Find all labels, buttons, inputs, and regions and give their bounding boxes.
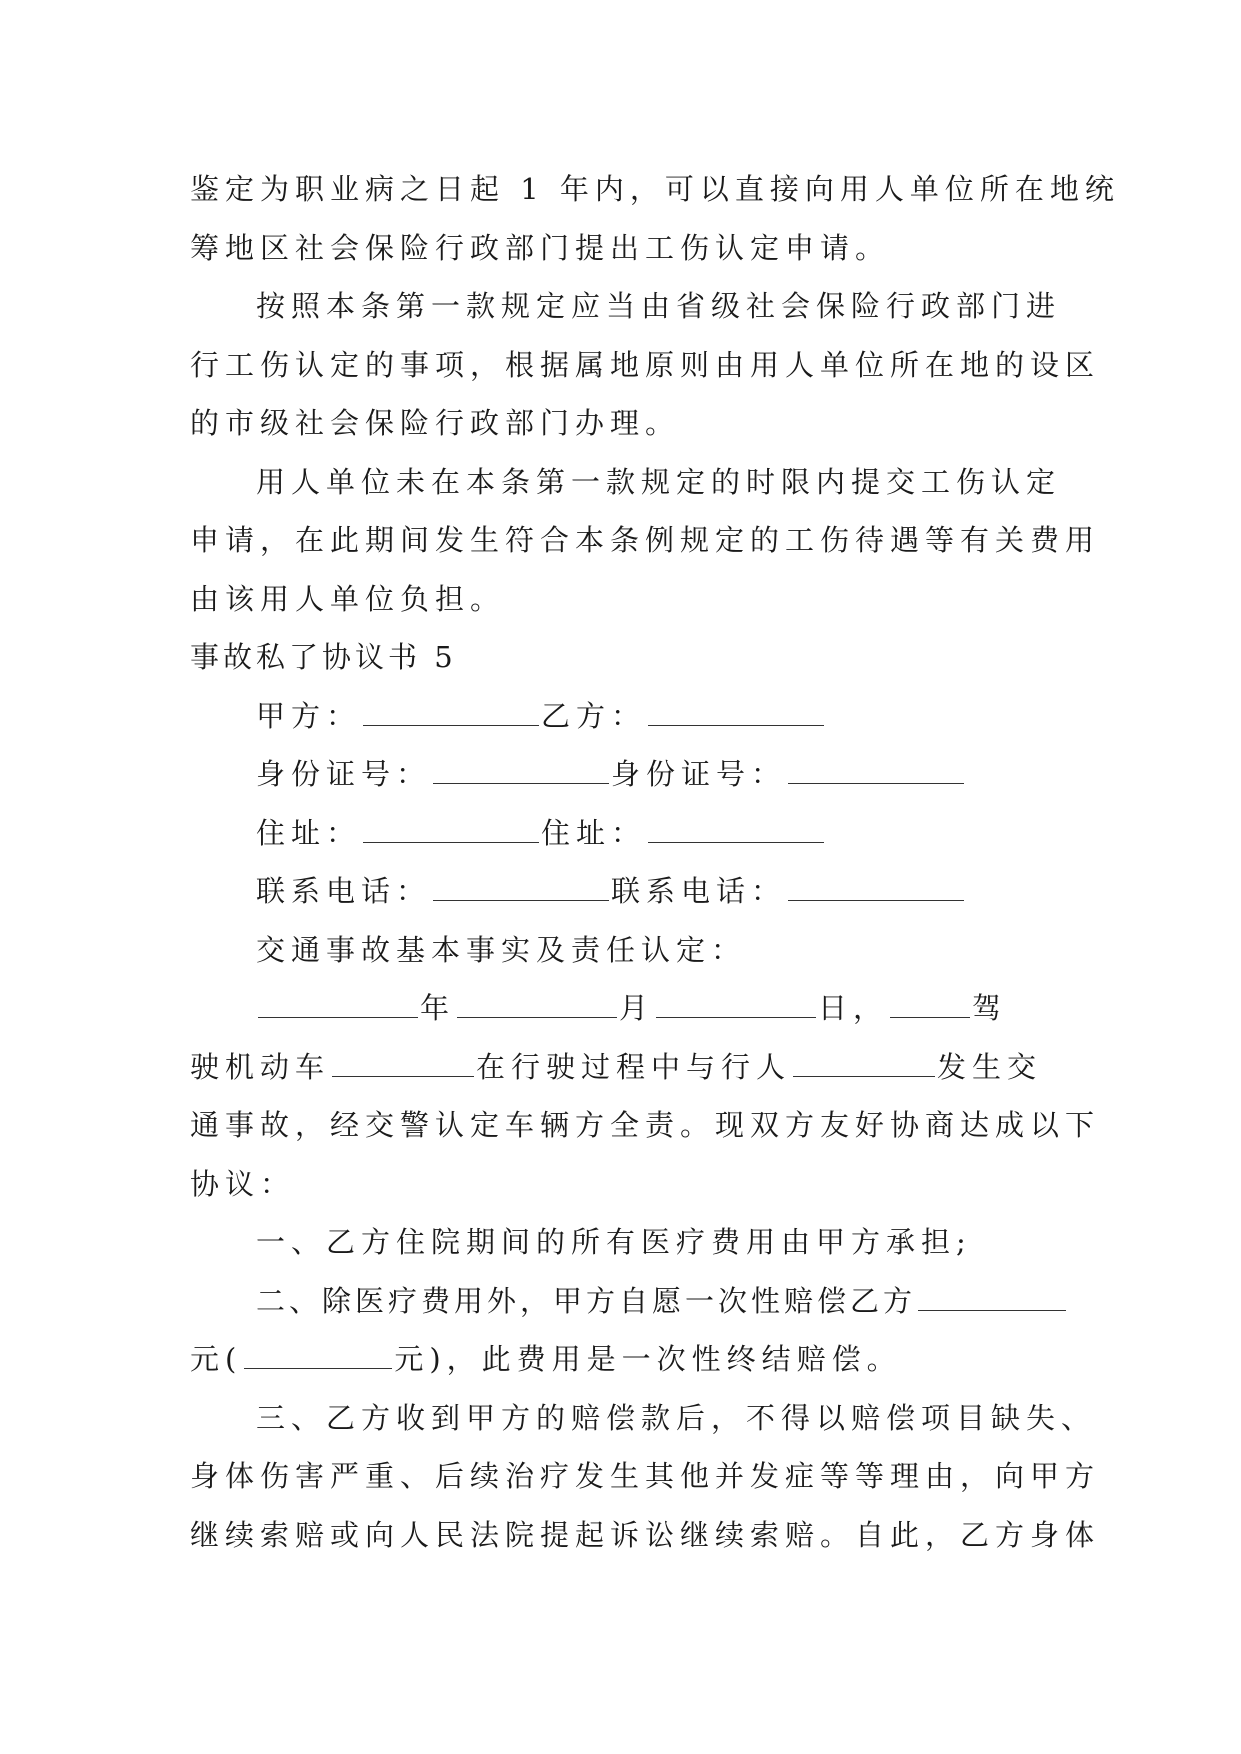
date-row: [190, 979, 1060, 1038]
clause-2: [190, 1272, 1060, 1331]
id-b-blank[interactable]: [788, 763, 964, 784]
facts-text: 驶机动车: [190, 1049, 331, 1084]
id-row: [190, 745, 1060, 804]
address-label-b: 住址：: [541, 815, 647, 850]
id-label-a: 身份证号：: [256, 757, 432, 791]
text-line: 通事故，经交警认定车辆方全责。现双方友好协商达成以下: [190, 1108, 1101, 1142]
date-tail: 驾: [972, 991, 1008, 1025]
phone-label-a: 联系电话：: [256, 874, 432, 908]
address-label-a: 住址：: [256, 815, 362, 850]
clause-3: 三、乙方收到甲方的赔偿款后，不得以赔偿项目缺失、: [256, 1400, 1097, 1435]
amount-blank[interactable]: [918, 1290, 1066, 1311]
text-line: 由该用人单位负担。: [190, 581, 506, 616]
phone-row: [190, 862, 1060, 921]
month-blank[interactable]: [457, 997, 617, 1018]
text-line: 继续索赔或向人民法院提起诉讼继续索赔。自此，乙方身体: [190, 1517, 1101, 1552]
id-label-b: 身份证号：: [611, 757, 787, 791]
clause-text: 二、除医疗费用外，甲方自愿一次性赔偿乙方: [256, 1283, 917, 1318]
text-line: 行工伤认定的事项，根据属地原则由用人单位所在地的设区: [190, 347, 1101, 382]
text-line: 用人单位未在本条第一款规定的时限内提交工伤认定: [256, 464, 1062, 499]
day-label: 日，: [818, 991, 889, 1025]
year-label: 年: [420, 991, 456, 1025]
party-b-blank[interactable]: [648, 705, 824, 726]
month-label: 月: [619, 991, 655, 1025]
phone-label-b: 联系电话：: [611, 874, 787, 908]
pedestrian-blank[interactable]: [793, 1056, 935, 1077]
phone-b-blank[interactable]: [788, 880, 964, 901]
text-line: 协议：: [190, 1166, 296, 1201]
facts-text: 在行驶过程中与行人: [476, 1049, 792, 1084]
document-body: [190, 160, 1120, 1564]
party-row: [190, 687, 1060, 746]
facts-heading: 交通事故基本事实及责任认定：: [256, 932, 747, 967]
agreement-title: 事故私了协议书 5: [190, 640, 457, 674]
text-line: 的市级社会保险行政部门办理。: [190, 406, 681, 440]
facts-line: [190, 1038, 1060, 1097]
text-line: 申请，在此期间发生符合本条例规定的工伤待遇等有关费用: [190, 523, 1101, 557]
text-line: 鉴定为职业病之日起 1 年内，可以直接向用人单位所在地统: [190, 172, 1120, 206]
address-a-blank[interactable]: [363, 822, 539, 843]
driver-blank[interactable]: [890, 997, 970, 1018]
amount-upper-blank[interactable]: [244, 1348, 392, 1369]
address-row: [190, 804, 1060, 863]
phone-a-blank[interactable]: [433, 880, 609, 901]
id-a-blank[interactable]: [433, 763, 609, 784]
text-line: 筹地区社会保险行政部门提出工伤认定申请。: [190, 230, 891, 265]
clause-2-cont: [190, 1330, 1060, 1389]
address-b-blank[interactable]: [648, 822, 824, 843]
facts-text: 发生交: [937, 1049, 1043, 1084]
year-blank[interactable]: [258, 997, 418, 1018]
text-line: 按照本条第一款规定应当由省级社会保险行政部门进: [256, 289, 1062, 323]
day-blank[interactable]: [656, 997, 816, 1018]
clause-text: 元(: [190, 1342, 243, 1376]
party-a-blank[interactable]: [363, 705, 539, 726]
vehicle-blank[interactable]: [332, 1056, 474, 1077]
clause-1: 一、乙方住院期间的所有医疗费用由甲方承担;: [256, 1225, 972, 1259]
clause-text: 元)，此费用是一次性终结赔偿。: [394, 1342, 902, 1376]
party-a-label: 甲方：: [256, 698, 362, 733]
party-b-label: 乙方：: [541, 698, 647, 733]
text-line: 身体伤害严重、后续治疗发生其他并发症等等理由，向甲方: [190, 1459, 1101, 1493]
